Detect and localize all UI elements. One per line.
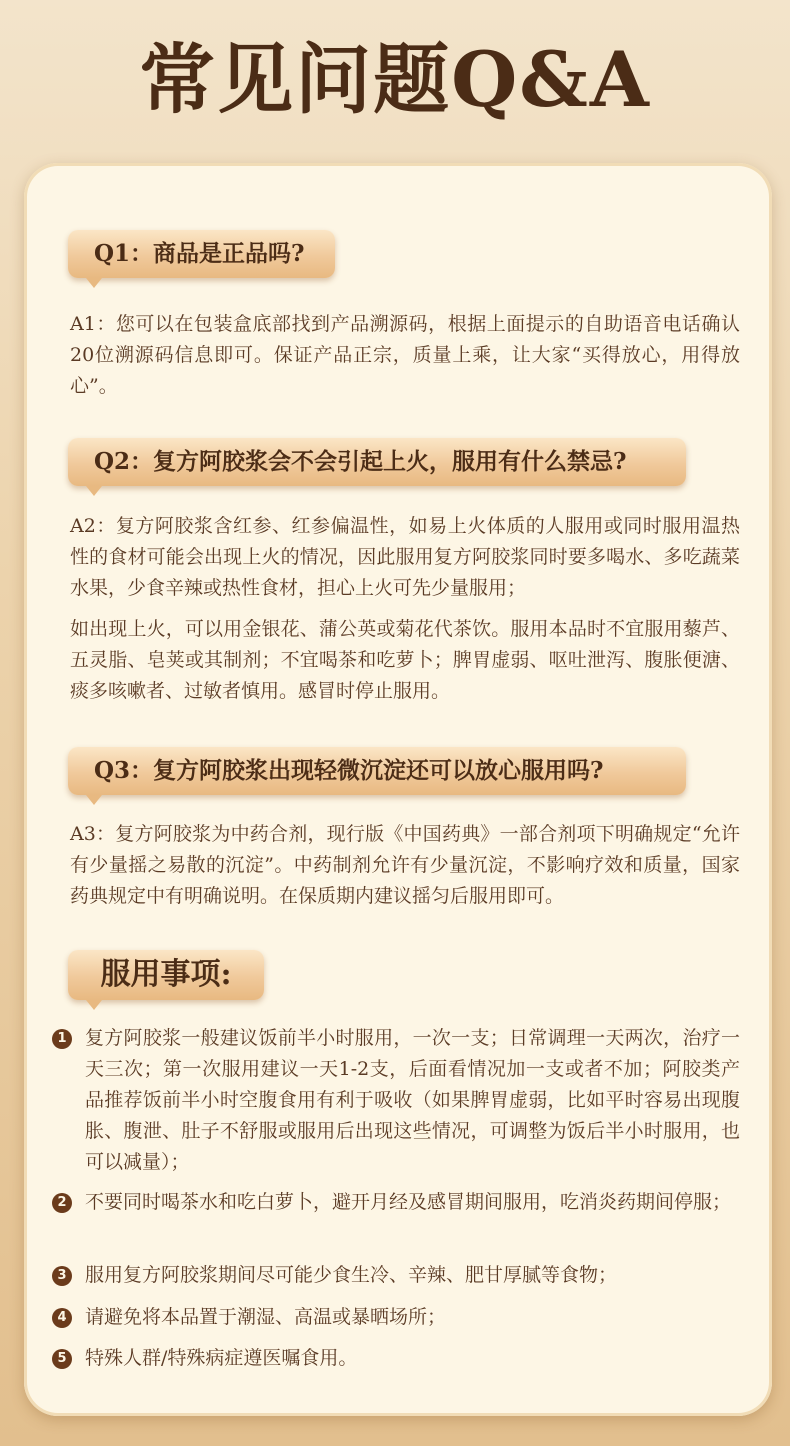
- question-1: Q1：商品是正品吗?: [68, 230, 335, 278]
- answer-2-part-1: A2：复方阿胶浆含红参、红参偏温性，如易上火体质的人服用或同时服用温热性的食材可能会出现上火的情况，因此服用复方阿胶浆同时要多喝水、多吃蔬菜水果，少食辛辣或热性食材，担心上火可先少量服用；: [70, 515, 740, 599]
- answer-2-part-2: 如出现上火，可以用金银花、蒲公英或菊花代茶饮。服用本品时不宜服用藜芦、五灵脂、皂荚或其制剂；不宜喝茶和吃萝卜；脾胃虚弱、呕吐泄泻、腹胀便溏、痰多咳嗽者、过敏者慎用。感冒时停止服用。: [70, 618, 740, 702]
- number-badge-icon: 3: [52, 1266, 72, 1286]
- notice-title: 服用事项:: [68, 950, 264, 1000]
- notice-item-text: 特殊人群/特殊病症遵医嘱食用。: [85, 1347, 358, 1369]
- notice-item-text: 请避免将本品置于潮湿、高温或暴晒场所；: [85, 1306, 447, 1328]
- notice-item-text: 复方阿胶浆一般建议饭前半小时服用，一次一支；日常调理一天两次，治疗一天三次；第一次服用建议一天1-2支，后面看情况加一支或者不加；阿胶类产品推荐饭前半小时空腹食用有利于吸收（如果脾胃虚弱，比如平时容易出现腹胀、腹泄、肚子不舒服或服用后出现这些情况，可调整为饭后半小时服用，也可以减量）；: [85, 1027, 740, 1173]
- question-3: Q3：复方阿胶浆出现轻微沉淀还可以放心服用吗?: [68, 747, 686, 795]
- number-badge-icon: 1: [52, 1029, 72, 1049]
- number-badge-icon: 4: [52, 1308, 72, 1328]
- notice-item-text: 服用复方阿胶浆期间尽可能少食生冷、辛辣、肥甘厚腻等食物；: [85, 1264, 618, 1286]
- notice-item-text: 不要同时喝茶水和吃白萝卜，避开月经及感冒期间服用，吃消炎药期间停服；: [85, 1191, 732, 1213]
- question-2: Q2：复方阿胶浆会不会引起上火，服用有什么禁忌?: [68, 438, 686, 486]
- answer-1: A1：您可以在包装盒底部找到产品溯源码，根据上面提示的自助语音电话确认20位溯源码信息即可。保证产品正宗，质量上乘，让大家“买得放心，用得放心”。: [70, 313, 740, 397]
- answer-3: A3：复方阿胶浆为中药合剂，现行版《中国药典》一部合剂项下明确规定“允许有少量摇之易散的沉淀”。中药制剂允许有少量沉淀，不影响疗效和质量，国家药典规定中有明确说明。在保质期内建议摇匀后服用即可。: [70, 823, 740, 907]
- number-badge-icon: 5: [52, 1349, 72, 1369]
- number-badge-icon: 2: [52, 1193, 72, 1213]
- page-title: 常见问题Q&A: [139, 35, 651, 124]
